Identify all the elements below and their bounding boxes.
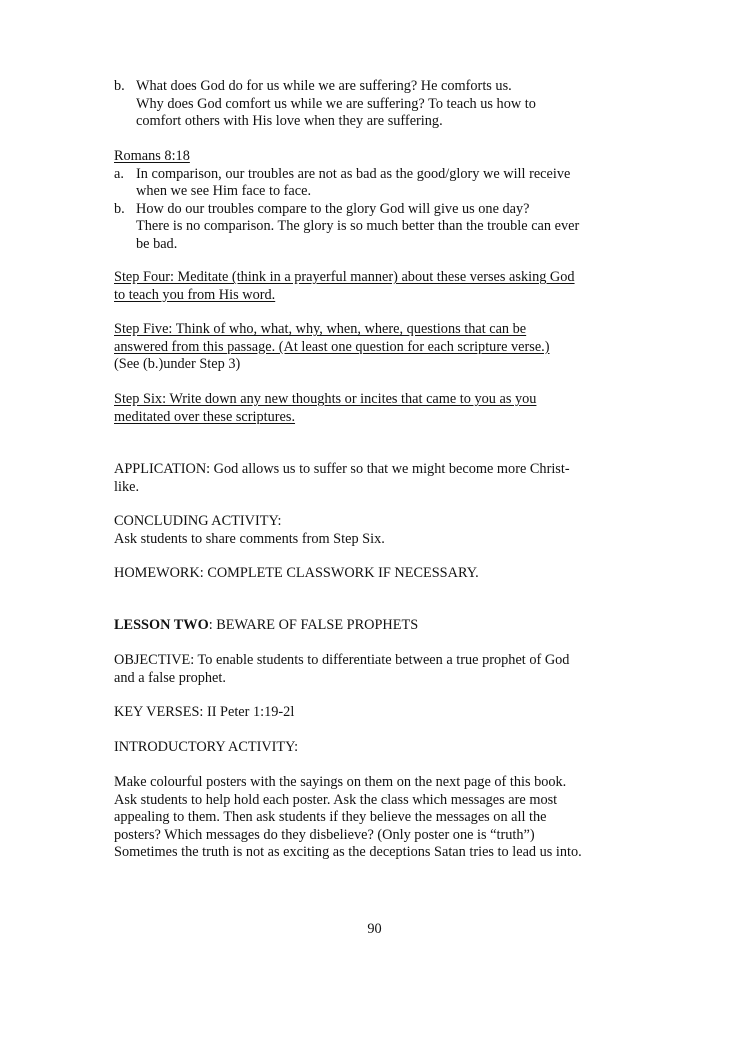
page-number: 90	[367, 921, 382, 937]
lesson-title: : BEWARE OF FALSE PROPHETS	[208, 617, 419, 633]
item-text: be bad.	[136, 235, 178, 252]
romans-section	[114, 148, 634, 253]
objective	[114, 652, 634, 687]
scripture-reference: Romans 8:18	[114, 148, 190, 164]
item-label: b.	[114, 78, 125, 94]
item-text: How do our troubles compare to the glory God will give us one day?	[136, 200, 530, 217]
section-heading: INTRODUCTORY ACTIVITY:	[114, 739, 299, 755]
item-text: comfort others with His love when they are suffering.	[136, 113, 443, 129]
key-verses-text: KEY VERSES: II Peter 1:19-2l	[114, 704, 295, 720]
item-label: b.	[114, 200, 125, 217]
objective-text: OBJECTIVE: To enable students to differentiate between a true prophet of God	[114, 652, 570, 668]
item-text: There is no comparison. The glory is so much better than the trouble can ever	[136, 218, 580, 234]
step-four	[114, 269, 634, 304]
lesson-two-title	[114, 617, 634, 635]
item-label: a.	[114, 165, 124, 182]
lesson-label: LESSON TWO	[114, 617, 209, 633]
application-text: APPLICATION: God allows us to suffer so that we might become more Christ-	[114, 461, 570, 477]
introductory-activity-body	[114, 774, 634, 862]
paragraph-line: appealing to them. Then ask students if they believe the messages on all the	[114, 809, 547, 825]
step-six	[114, 391, 634, 426]
concluding-activity	[114, 513, 634, 548]
paragraph-line: Ask students to help hold each poster. Ask the class which messages are most	[114, 791, 558, 808]
item-text: Why does God comfort us while we are suffering? To teach us how to	[136, 95, 536, 112]
item-text: What does God do for us while we are suffering? He comforts us.	[136, 78, 512, 94]
homework-text: HOMEWORK: COMPLETE CLASSWORK IF NECESSARY.	[114, 565, 479, 581]
section-heading: CONCLUDING ACTIVITY:	[114, 513, 282, 529]
introductory-activity-heading	[114, 739, 634, 757]
suffering-item-b	[114, 78, 634, 131]
application-text: like.	[114, 478, 140, 495]
step-text: Step Four: Meditate (think in a prayerful manner) about these verses asking God	[114, 269, 575, 285]
key-verses	[114, 704, 634, 722]
step-text: (See (b.)under Step 3)	[114, 356, 241, 372]
paragraph-line: Make colourful posters with the sayings on them on the next page of this book.	[114, 774, 567, 790]
step-five	[114, 321, 634, 374]
step-text: Step Five: Think of who, what, why, when, where, questions that can be	[114, 321, 527, 337]
section-text: Ask students to share comments from Step Six.	[114, 530, 385, 547]
step-text: to teach you from His word.	[114, 286, 276, 303]
objective-text: and a false prophet.	[114, 669, 226, 686]
homework	[114, 565, 634, 583]
application	[114, 461, 634, 496]
step-text: meditated over these scriptures.	[114, 408, 296, 425]
item-text: when we see Him face to face.	[136, 183, 312, 199]
step-text: Step Six: Write down any new thoughts or incites that came to you as you	[114, 391, 537, 407]
paragraph-line: Sometimes the truth is not as exciting as the deceptions Satan tries to lead us into.	[114, 844, 582, 860]
paragraph-line: posters? Which messages do they disbelieve? (Only poster one is “truth”)	[114, 826, 535, 843]
item-text: In comparison, our troubles are not as bad as the good/glory we will receive	[136, 165, 571, 182]
step-text: answered from this passage. (At least one question for each scripture verse.)	[114, 338, 550, 355]
